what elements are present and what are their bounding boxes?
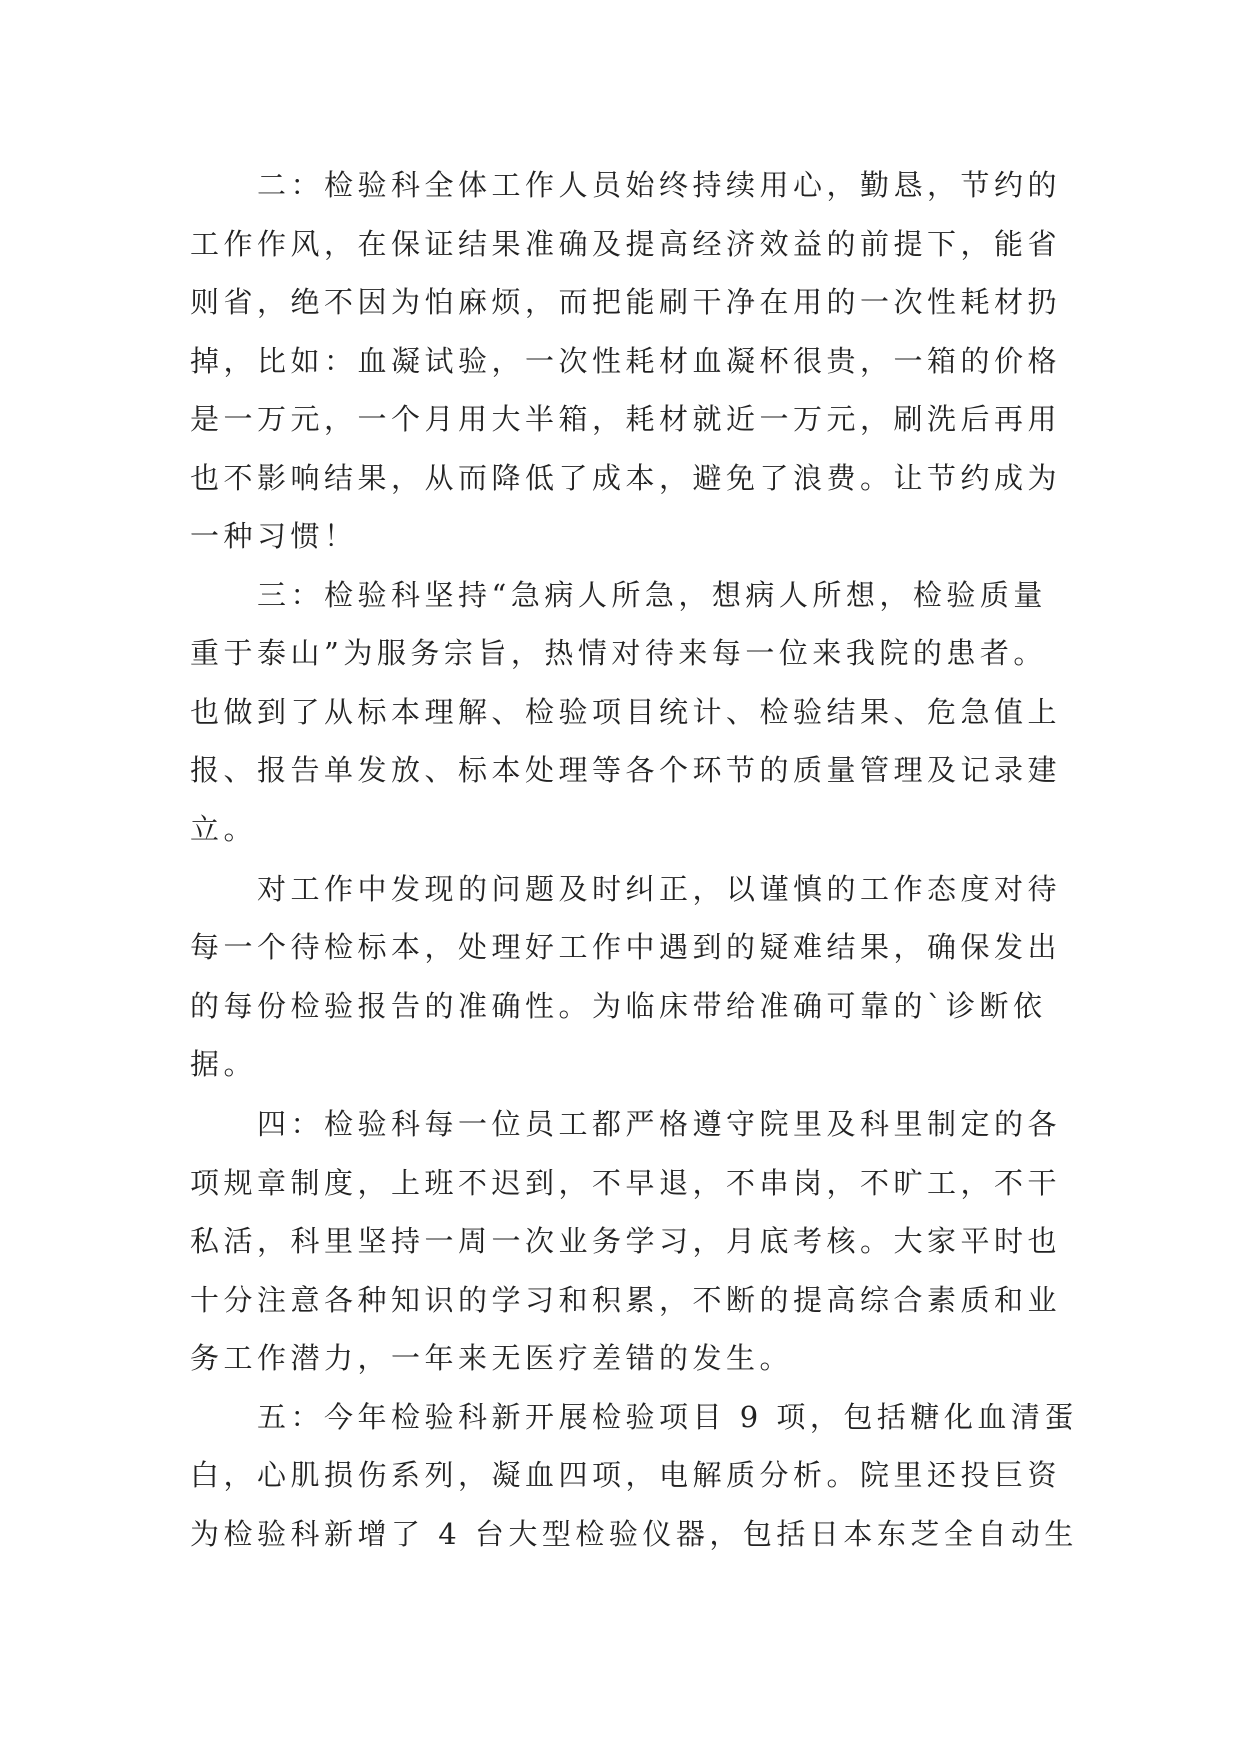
text-line: 项规章制度，上班不迟到，不早退，不串岗，不旷工，不干 (190, 1165, 1062, 1200)
text-line: 据。 (190, 1047, 258, 1081)
text-line: 私活，科里坚持一周一次业务学习，月底考核。大家平时也 (190, 1224, 1062, 1258)
text-line: 白，心肌损伤系列，凝血四项，电解质分析。院里还投巨资 (190, 1458, 1062, 1492)
text-line: 也不影响结果，从而降低了成本，避免了浪费。让节约成为 (190, 460, 1062, 495)
text-line: 务工作潜力，一年来无医疗差错的发生。 (190, 1341, 794, 1375)
text-line: 是一万元，一个月用大半箱，耗材就近一万元，刷洗后再用 (190, 402, 1062, 436)
document-body (190, 156, 1090, 1563)
text-line: 五：今年检验科新开展检验项目 9 项，包括糖化血清蛋 (190, 1399, 1078, 1434)
text-line: 每一个待检标本，处理好工作中遇到的疑难结果，确保发出 (190, 930, 1062, 964)
text-line: 报、报告单发放、标本处理等各个环节的质量管理及记录建 (190, 753, 1062, 787)
text-line: 二：检验科全体工作人员始终持续用心，勤恳，节约的 (190, 168, 1062, 202)
text-line: 工作作风，在保证结果准确及提高经济效益的前提下，能省 (190, 226, 1062, 261)
text-line: 也做到了从标本理解、检验项目统计、检验结果、危急值上 (190, 694, 1062, 729)
text-line: 为检验科新增了 4 台大型检验仪器，包括日本东芝全自动生 (190, 1516, 1078, 1551)
text-line: 一种习惯！ (190, 519, 358, 553)
text-line: 十分注意各种知识的学习和积累，不断的提高综合素质和业 (190, 1282, 1062, 1317)
text-line: 重于泰山”为服务宗旨，热情对待来每一位来我院的患者。 (190, 636, 1047, 670)
text-line: 对工作中发现的问题及时纠正，以谨慎的工作态度对待 (190, 871, 1062, 906)
text-line: 则省，绝不因为怕麻烦，而把能刷干净在用的一次性耗材扔 (190, 285, 1062, 319)
text-line: 四：检验科每一位员工都严格遵守院里及科里制定的各 (190, 1107, 1062, 1141)
text-line: 的每份检验报告的准确性。为临床带给准确可靠的`诊断依 (190, 988, 1047, 1023)
text-line: 三：检验科坚持“急病人所急，想病人所想，检验质量 (190, 577, 1047, 612)
text-line: 掉，比如：血凝试验，一次性耗材血凝杯很贵，一箱的价格 (190, 343, 1062, 378)
text-line: 立。 (190, 811, 258, 846)
